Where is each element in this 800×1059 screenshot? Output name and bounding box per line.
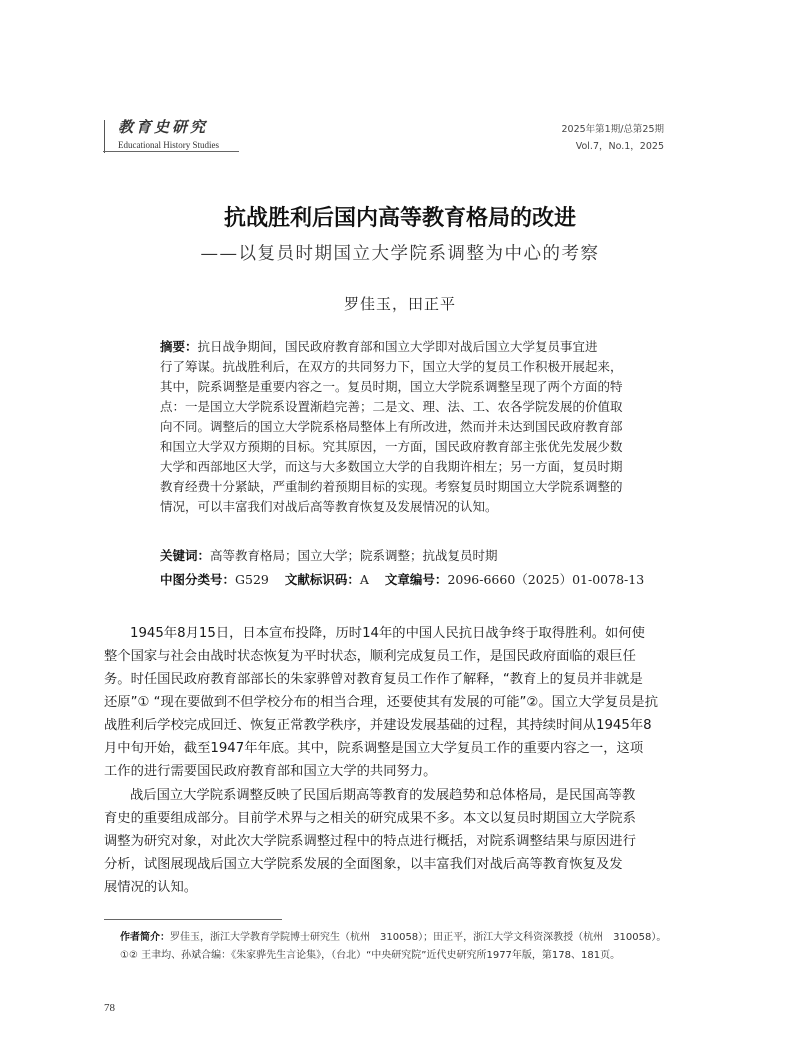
header-divider xyxy=(104,120,105,153)
body-line: 整个国家与社会由战时状态恢复为平时状态，顺利完成复员工作，是国民政府面临的艰巨任 xyxy=(104,649,636,664)
abstract-line: 点：一是国立大学院系设置渐趋完善；二是文、理、法、工、农各学院发展的价值取 xyxy=(160,399,623,414)
abstract-line: 大学和西部地区大学，而这与大多数国立大学的自我期许相左；另一方面，复员时期 xyxy=(160,459,623,474)
abstract-line: 行了筹谋。抗战胜利后，在双方的共同努力下，国立大学的复员工作积极开展起来， xyxy=(160,359,623,374)
body-line: 育史的重要组成部分。目前学术界与之相关的研究成果不多。本文以复员时期国立大学院系 xyxy=(104,811,636,826)
keywords-text: 高等教育格局；国立大学；院系调整；抗战复员时期 xyxy=(210,548,498,563)
body-line: 月中旬开始，截至1947年年底。其中，院系调整是国立大学复员工作的重要内容之一，这项 xyxy=(104,741,644,756)
issue-info-cn: 2025年第1期/总第25期 xyxy=(561,124,664,135)
page-number: 78 xyxy=(104,1002,115,1014)
doc-code-value: A xyxy=(359,572,369,587)
header-rule xyxy=(103,151,239,152)
body-line: 战后国立大学院系调整反映了民国后期高等教育的发展趋势和总体格局，是民国高等教 xyxy=(130,788,636,803)
body-line: 还原”① “现在要做到不但学校分布的相当合理，还要使其有发展的可能”②。国立大学复员是抗 xyxy=(104,695,659,710)
article-no-label: 文章编号： xyxy=(384,572,448,587)
abstract-text: 抗日战争期间，国民政府教育部和国立大学即对战后国立大学复员事宜进 xyxy=(197,339,598,354)
clc-label: 中图分类号： xyxy=(160,572,236,587)
clc-value: G529 xyxy=(235,572,269,587)
doc-code-label: 文献标识码： xyxy=(284,572,360,587)
article-title: 抗战胜利后国内高等教育格局的改进 xyxy=(223,206,576,231)
body-line: 战胜利后学校完成回迁、恢复正常教学秩序，并建设发展基础的过程，其持续时间从1945年8 xyxy=(104,718,652,733)
abstract-line: 和国立大学双方预期的目标。究其原因，一方面，国民政府教育部主张优先发展少数 xyxy=(160,439,623,454)
abstract-line: 教育经费十分紧缺，严重制约着预期目标的实现。考察复员时期国立大学院系调整的 xyxy=(160,479,623,494)
body-line: 1945年8月15日，日本宣布投降，历时14年的中国人民抗日战争终于取得胜利。如何使 xyxy=(130,626,645,641)
author-footnote-label: 作者简介： xyxy=(120,932,170,943)
issue-info-en: Vol.7，No.1，2025 xyxy=(575,141,664,152)
journal-name-en: Educational History Studies xyxy=(118,140,219,150)
abstract-line: 向不同。调整后的国立大学院系格局整体上有所改进，然而并未达到国民政府教育部 xyxy=(160,419,623,434)
journal-name-cn: 教育史研究 xyxy=(118,118,209,136)
body-line: 展情况的认知。 xyxy=(104,880,198,895)
keywords-label: 关键词： xyxy=(160,548,211,563)
classification-line xyxy=(160,570,644,588)
author-footnote xyxy=(120,928,666,943)
body-line: 调整为研究对象，对此次大学院系调整过程中的特点进行概括，对院系调整结果与原因进行 xyxy=(104,834,636,849)
abstract-line: 情况，可以丰富我们对战后高等教育恢复及发展情况的认知。 xyxy=(160,499,498,514)
abstract-line xyxy=(160,337,598,357)
article-no-value: 2096-6660（2025）01-0078-13 xyxy=(447,572,645,587)
body-line: 务。时任国民政府教育部部长的朱家骅曾对教育复员工作作了解释，“教育上的复员并非就是 xyxy=(104,672,643,687)
article-authors: 罗佳玉，田正平 xyxy=(343,295,456,313)
footnote-rule xyxy=(104,919,282,920)
keywords xyxy=(160,546,498,564)
abstract-label: 摘要： xyxy=(160,339,198,354)
article-subtitle: ——以复员时期国立大学院系调整为中心的考察 xyxy=(200,244,600,264)
abstract-line: 其中，院系调整是重要内容之一。复员时期，国立大学院系调整呈现了两个方面的特 xyxy=(160,379,623,394)
body-line: 工作的进行需要国民政府教育部和国立大学的共同努力。 xyxy=(104,764,437,779)
body-line: 分析，试图展现战后国立大学院系发展的全面图象，以丰富我们对战后高等教育恢复及发 xyxy=(104,857,623,872)
reference-footnote: ①② 王聿均、孙斌合编：《朱家骅先生言论集》，（台北）“中央研究院”近代史研究所1977年版，第178、181页。 xyxy=(120,950,621,961)
author-footnote-text: 罗佳玉，浙江大学教育学院博士研究生（杭州 310058）；田正平，浙江大学文科资深教授（杭州 310058）。 xyxy=(170,932,667,943)
